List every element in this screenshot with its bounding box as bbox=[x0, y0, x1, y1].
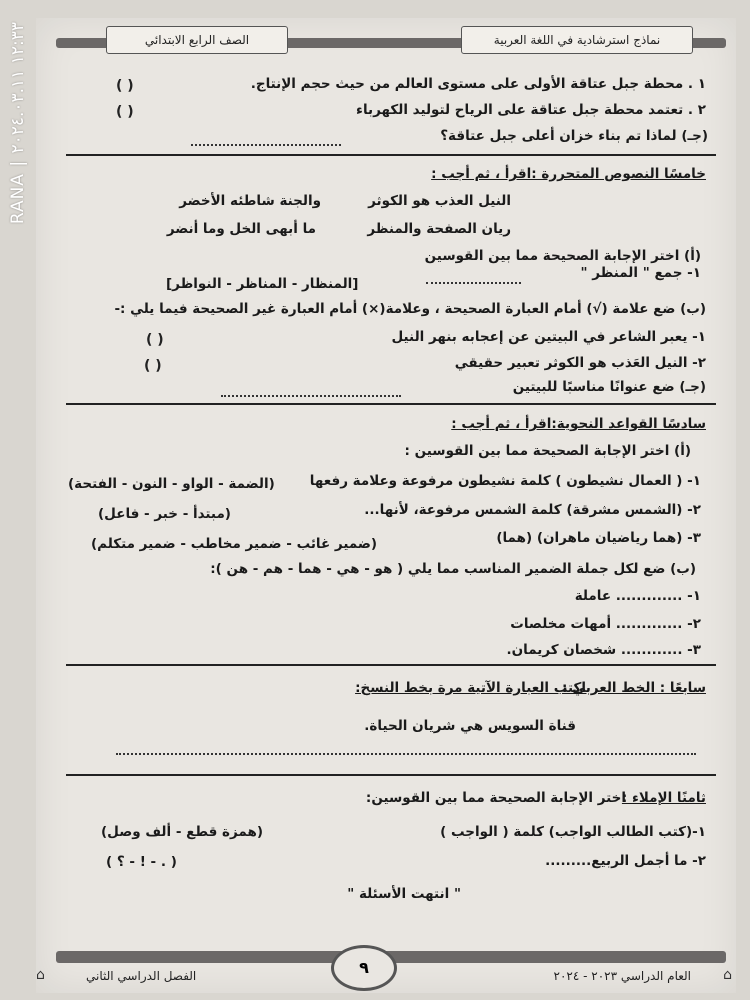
section-divider bbox=[66, 154, 716, 156]
answer-line bbox=[191, 144, 341, 146]
s5-a1-options: [المنظار - المناظر - النواظر] bbox=[166, 276, 359, 292]
s6-b1: ١- ............. عاملة bbox=[574, 588, 701, 604]
answer-paren: ( ) bbox=[116, 104, 134, 120]
s8-q1-options: (همزة قطع - ألف وصل) bbox=[101, 824, 263, 840]
top-item-1: ١ . محطة جبل عتاقة الأولى على مستوى العالم من حيث حجم الإنتاج. bbox=[250, 76, 706, 92]
section-divider bbox=[66, 664, 716, 666]
top-item-2: ٢ . تعتمد محطة جبل عتاقة على الرياح لتوليد الكهرباء bbox=[356, 102, 706, 118]
section7-sentence: قناة السويس هي شريان الحياة. bbox=[364, 718, 576, 734]
section-divider bbox=[66, 774, 716, 776]
grade-label: الصف الرابع الابتدائي bbox=[106, 26, 288, 54]
s6-question-a: (أ) اختر الإجابة الصحيحة مما بين القوسين : bbox=[404, 443, 691, 459]
s6-b2: ٢- ............. أمهات مخلصات bbox=[510, 616, 701, 632]
s6-b3: ٣- ............ شخصان كريمان. bbox=[506, 642, 701, 658]
answer-paren: ( ) bbox=[144, 358, 162, 374]
footer-term: الفصل الدراسي الثاني bbox=[86, 969, 197, 983]
s5-question-c: (جـ) ضع عنوانًا مناسبًا للبيتين bbox=[512, 379, 706, 395]
s8-q2-options: ( . - ! - ؟ ) bbox=[106, 854, 177, 870]
section7-title: سابعًا : الخط العربي : bbox=[561, 680, 706, 696]
s8-q1: ١-(كتب الطالب الواجب) كلمة ( الواجب ) bbox=[440, 824, 706, 840]
s5-question-a1: ١- جمع " المنظر " bbox=[580, 265, 701, 281]
verse2-left: ما أبهى الخل وما أنضر bbox=[166, 221, 316, 237]
section8-instruction: اختر الإجابة الصحيحة مما بين القوسين: bbox=[365, 790, 626, 806]
top-question-c: (جـ) لماذا تم بناء خزان أعلى جبل عتاقة؟ bbox=[440, 128, 708, 144]
end-of-questions: " انتهت الأسئلة " bbox=[347, 886, 461, 902]
s5-question-a: (أ) اختر الإجابة الصحيحة مما بين القوسين bbox=[424, 248, 701, 264]
section-divider bbox=[66, 403, 716, 405]
section7-instruction: اكتب العبارة الآتية مرة بخط النسخ: bbox=[355, 680, 586, 696]
s6-q2: ٢- (الشمس مشرقة) كلمة الشمس مرفوعة، لأنها... bbox=[364, 502, 701, 518]
s6-question-b: (ب) ضع لكل جملة الضمير المناسب مما يلي ( هو - هي - هما - هم - هن ): bbox=[210, 561, 696, 577]
exam-page bbox=[36, 18, 736, 993]
s6-q3-options: (ضمير غائب - ضمير مخاطب - ضمير متكلم) bbox=[91, 536, 378, 552]
house-icon: ⌂ bbox=[723, 967, 732, 983]
exam-title: نماذج استرشادية في اللغة العربية bbox=[461, 26, 693, 54]
answer-line bbox=[221, 395, 401, 397]
answer-paren: ( ) bbox=[116, 78, 134, 94]
verse1-left: والجنة شاطئه الأخضر bbox=[179, 193, 321, 209]
watermark: RANA | ١٢:٣٣ ٢٠٢٤.٠٣.١١ bbox=[8, 22, 28, 225]
section5-title: خامسًا النصوص المتحررة :اقرأ ، ثم أجب : bbox=[431, 166, 706, 182]
s5-question-b1: ١- يعبر الشاعر في البيتين عن إعجابه بنهر النيل bbox=[391, 329, 706, 345]
section8-title: ثامنًا الإملاء : bbox=[621, 790, 706, 806]
verse1-right: النيل العذب هو الكوثر bbox=[368, 193, 511, 209]
s6-q1-options: (الضمة - الواو - النون - الفتحة) bbox=[68, 476, 275, 492]
s5-question-b2: ٢- النيل العَذب هو الكوثر تعبير حقيقي bbox=[454, 355, 706, 371]
footer-year: العام الدراسي ٢٠٢٣ - ٢٠٢٤ bbox=[553, 969, 691, 983]
house-icon: ⌂ bbox=[36, 967, 45, 983]
section6-title: سادسًا القواعد النحوية:اقرأ ، ثم أجب : bbox=[451, 416, 706, 432]
answer-paren: ( ) bbox=[146, 332, 164, 348]
s5-question-b: (ب) ضع علامة (√) أمام العبارة الصحيحة ، وعلامة(×) أمام العبارة غير الصحيحة فيما يلي :- bbox=[114, 301, 706, 317]
s6-q1: ١- ( العمال نشيطون ) كلمة نشيطون مرفوعة وعلامة رفعها bbox=[309, 473, 701, 489]
page-number: ٩ bbox=[331, 945, 397, 991]
verse2-right: ريان الصفحة والمنظر bbox=[367, 221, 511, 237]
s6-q2-options: (مبتدأ - خبر - فاعل) bbox=[98, 506, 231, 522]
answer-line bbox=[426, 282, 521, 284]
answer-line bbox=[116, 753, 696, 755]
s8-q2: ٢- ما أجمل الربيع......... bbox=[545, 853, 706, 869]
s6-q3: ٣- (هما رياضيان ماهران) (هما) bbox=[496, 530, 701, 546]
